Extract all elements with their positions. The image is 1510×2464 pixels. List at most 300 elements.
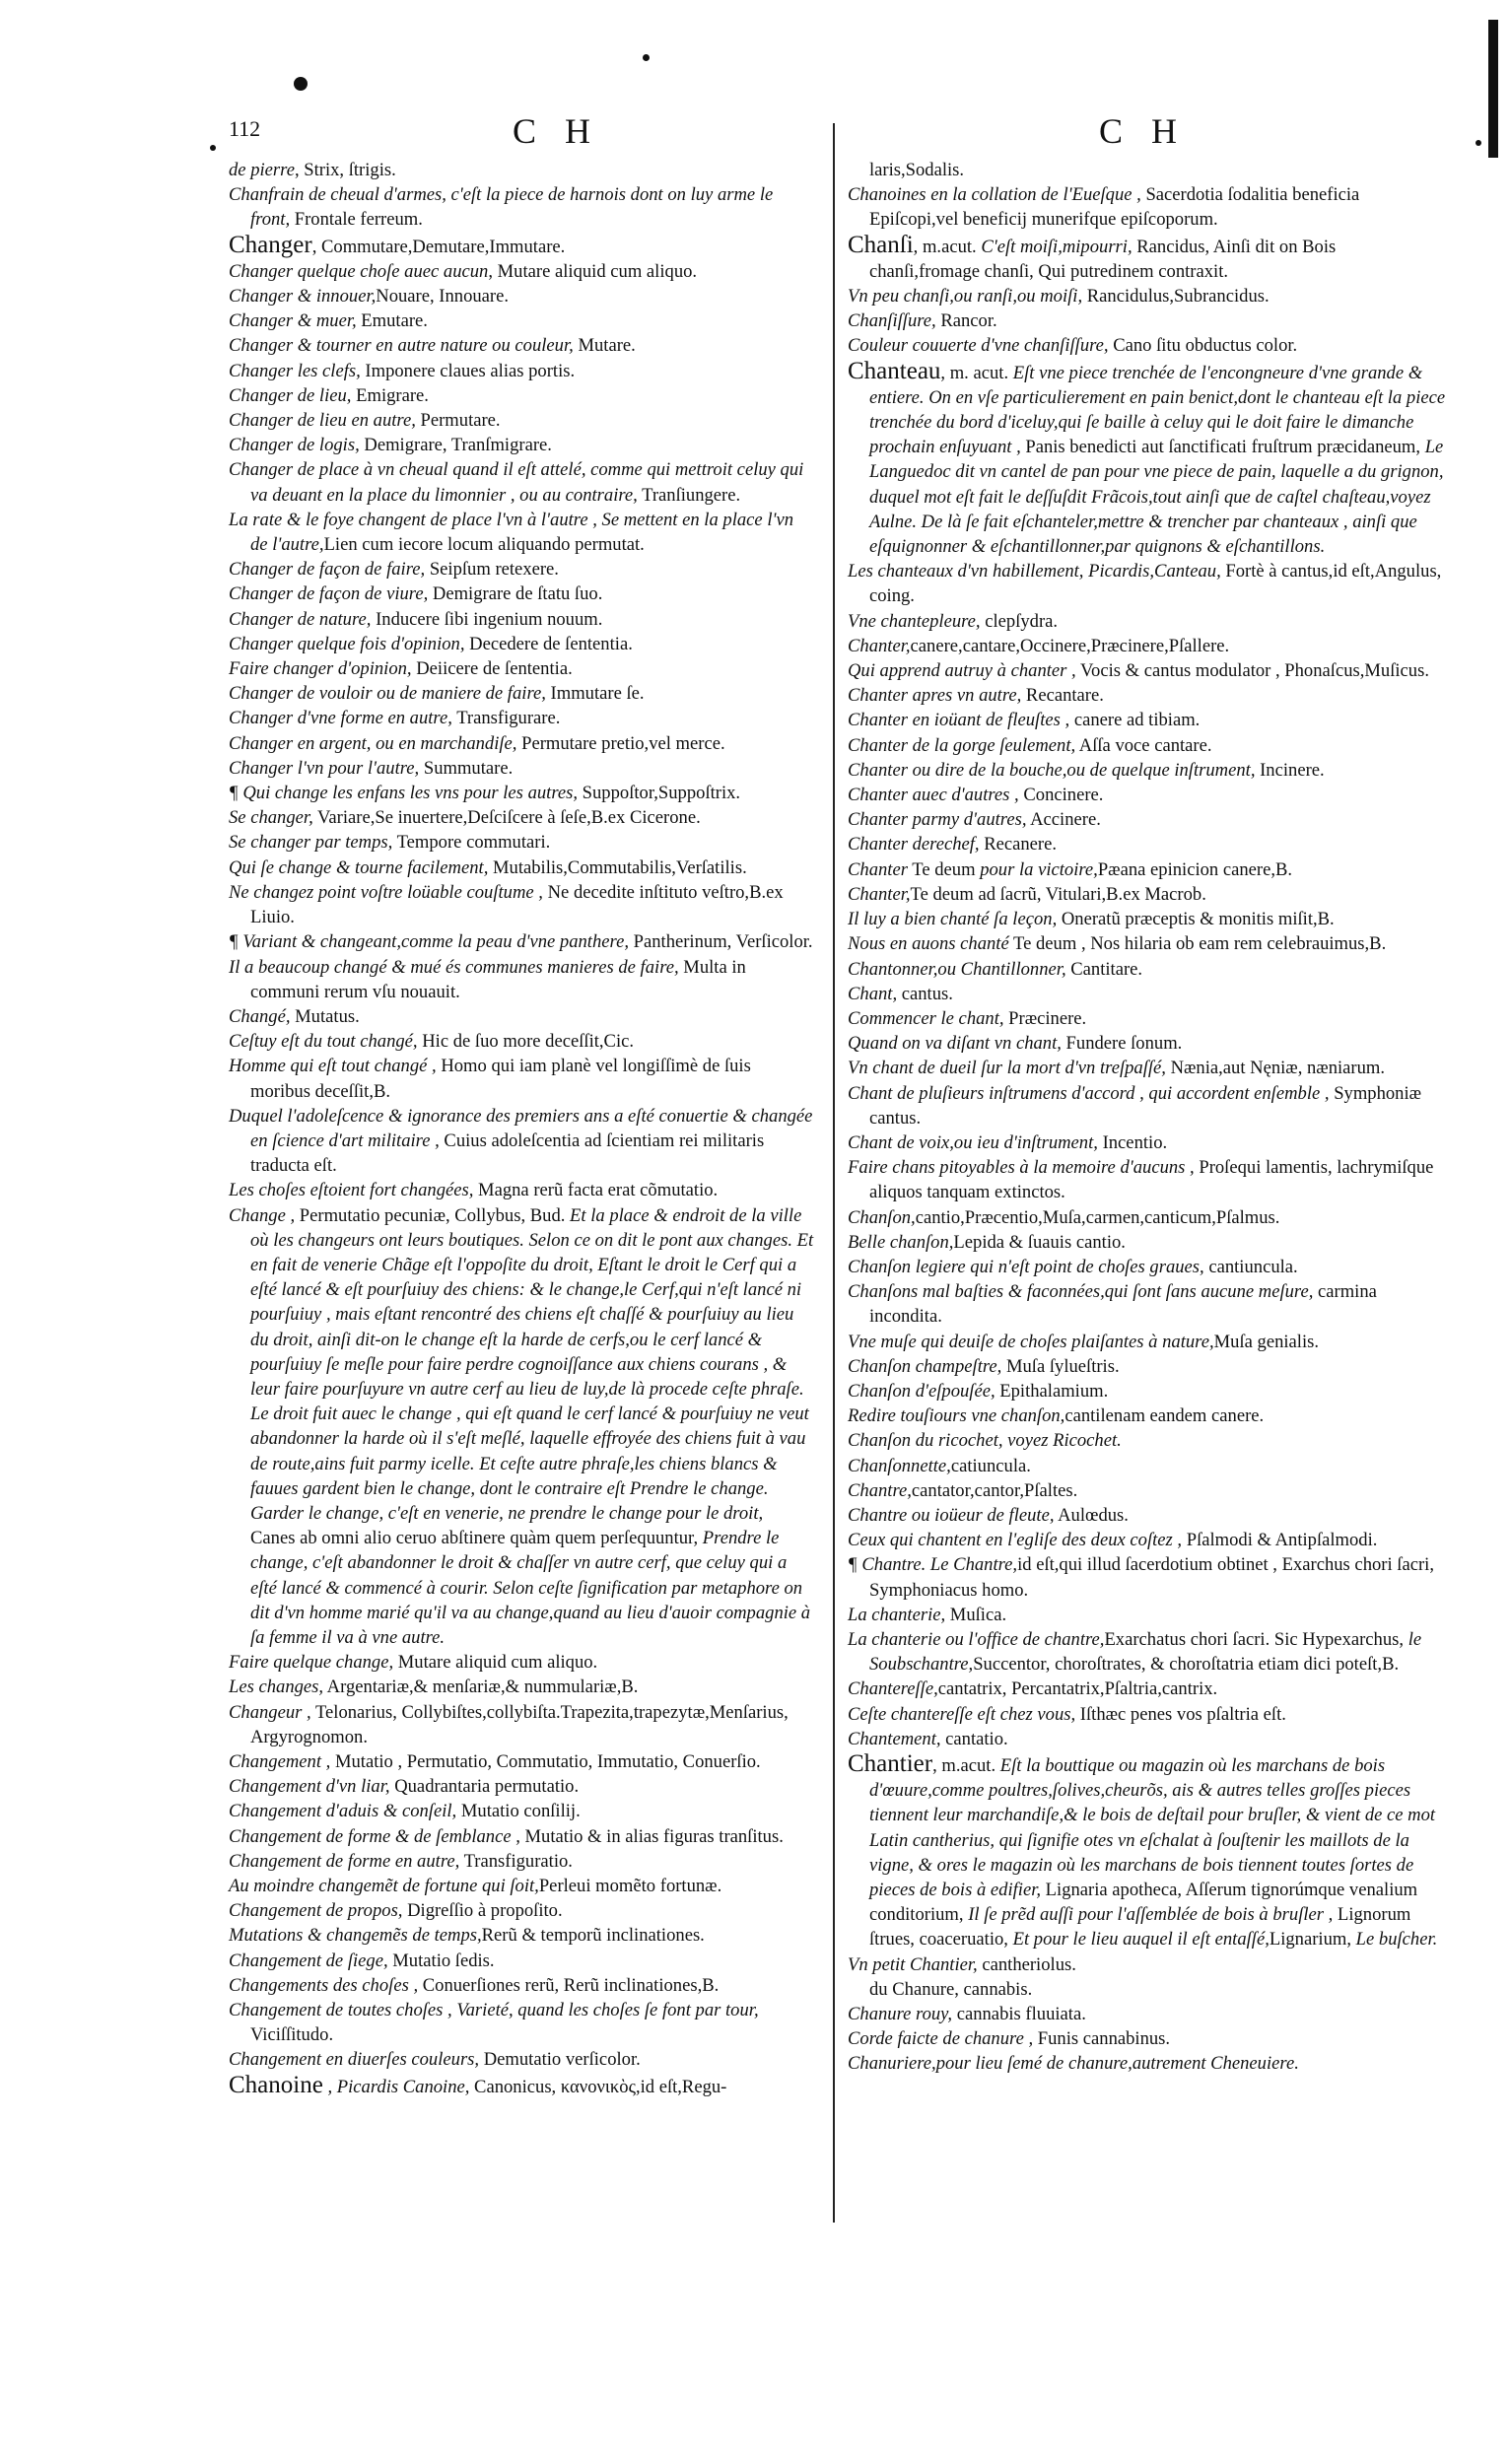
- dictionary-entry: [229, 1029, 815, 1054]
- entry-french-text: C'eſt moiſi,mipourri,: [981, 236, 1132, 257]
- ink-spot: [294, 77, 308, 91]
- entry-latin-text: Suppoſtor,Suppoſtrix.: [578, 783, 741, 804]
- entry-latin-text: Pſalmodi & Antipſalmodi.: [1182, 1530, 1378, 1551]
- entry-french-text: Changé,: [229, 1005, 291, 1027]
- entry-french-text: Chantre ou ioüeur de fleute,: [848, 1504, 1055, 1526]
- running-head-right: C H: [1099, 111, 1188, 151]
- entry-french-text: Changer d'vne forme en autre,: [229, 708, 452, 729]
- dictionary-entry: [848, 708, 1449, 732]
- entry-latin-text: Epithalamium.: [995, 1380, 1109, 1402]
- entry-latin-text: Recanere.: [979, 834, 1058, 856]
- entry-french-text: Change ,: [229, 1204, 296, 1226]
- dictionary-entry: [229, 607, 815, 632]
- dictionary-entry: [229, 1054, 815, 1103]
- dictionary-entry: [848, 1354, 1449, 1379]
- entry-french-text: Se changer par temps,: [229, 832, 393, 854]
- entry-latin-text: Mutatio conſilij.: [456, 1801, 581, 1822]
- entry-latin-text: Pantherinum, Verſicolor.: [628, 931, 813, 953]
- dictionary-entry: [229, 830, 815, 855]
- entry-latin-text: Aulœdus.: [1054, 1504, 1129, 1526]
- entry-french-text: Changement de forme & de ſemblance ,: [229, 1825, 520, 1847]
- dictionary-entry: [229, 632, 815, 656]
- entry-headword: Chanoine: [229, 2071, 323, 2098]
- dictionary-entry: [229, 508, 815, 557]
- entry-french-text: Changer de lieu,: [229, 384, 352, 406]
- entry-french-text: Changement de ſiege,: [229, 1950, 388, 1971]
- dictionary-entry: [848, 832, 1449, 856]
- dictionary-entry: [848, 1977, 1449, 2002]
- entry-french-text: Chant de pluſieurs inſtrumens d'accord , qui accordent enſemble ,: [848, 1082, 1330, 1104]
- entry-headword: Chantier: [848, 1750, 933, 1777]
- dictionary-entry: [848, 907, 1449, 931]
- entry-french-text: Chanſon champeſtre,: [848, 1355, 1002, 1377]
- right-column: [848, 158, 1449, 2077]
- dictionary-entry: [229, 1004, 815, 1029]
- entry-latin-text: Rancidulus,Subrancidus.: [1082, 286, 1270, 308]
- dictionary-entry: [848, 1403, 1449, 1428]
- dictionary-entry: [229, 1675, 815, 1699]
- entry-french-text: Changement de propos,: [229, 1900, 403, 1922]
- dictionary-entry: [229, 681, 815, 706]
- dictionary-entry: [229, 756, 815, 781]
- entry-latin-text: cantio,Præcentio,Muſa,carmen,canticum,Pſalmus.: [915, 1206, 1280, 1228]
- entry-latin-text: Multa in communi rerum vſu nouauit.: [250, 956, 746, 1002]
- entry-latin-text: Lignarium,: [1269, 1929, 1356, 1951]
- entry-french-text: La chanterie,: [848, 1604, 946, 1625]
- dictionary-entry: [848, 634, 1449, 658]
- entry-french-text: Changement de forme en autre,: [229, 1850, 460, 1872]
- dictionary-entry: [229, 1749, 815, 1774]
- ink-spot: [210, 145, 216, 151]
- entry-french-text: Et la place & endroit de la ville où les changeurs ont leurs boutiques. Selon ce on dit le pont aux changes. Et en fait de venerie Chãge eſt l'oppoſite du droit, Eſtant le droit le Cerf qui a eſté lancé & eſt pourſuiuy des chiens: & le change,le Cerf,qui n'eſt lancé ni pourſuiuy , mais eſtant rencontré des chiens eſt chaſſé & pourſuiuy au lieu du droit, ainſi dit-on le change eſt la harde de cerfs,ou le cerf lancé & pourſuiuy ſe meſle pour faire perdre cognoiſſance aux chiens courans , & leur faire pourſuyure vn autre cerf au lieu de luy,de là procede ceſte phraſe. Le droit fuit auec le change , qui eſt quand le cerf lancé & pourſuiuy ne veut abandonner la harde où il s'eſt meſlé, laquelle effroyée des chiens fuit à vau de route,ains fuit parmy icelle. Et ceſte autre phraſe,les chiens blancs & fauues gardent bien le change, dont le contraire eſt Prendre le change. Garder le change, c'eſt en venerie, ne prendre le change pour le droit,: [250, 1204, 814, 1524]
- entry-latin-text: cantatio.: [940, 1728, 1008, 1749]
- dictionary-entry: [848, 1454, 1449, 1478]
- entry-latin-text: Aſſa voce cantare.: [1075, 734, 1212, 756]
- entry-french-text: Prendre le change, c'eſt abandonner le droit & chaſſer vn autre cerf, que celuy qui a eſté lancé & commencé à courir. Selon ceſte ſignification par metaphore on dit d'vn homme marié qu'il va au change,quand au lieu d'auoir compagnie à ſa femme il va à vne autre.: [250, 1528, 811, 1648]
- entry-french-text: Chanſon du ricochet, voyez Ricochet.: [848, 1430, 1122, 1452]
- entry-french-text: Changer & tourner en autre nature ou couleur,: [229, 335, 574, 357]
- entry-french-text: Changer de vouloir ou de maniere de faire,: [229, 683, 546, 705]
- entry-french-text: Changer de place à vn cheual quand il eſt attelé, comme qui mettroit celuy qui va deuant en la place du limonnier , ou au contraire,: [229, 459, 804, 506]
- entry-latin-text: Lien cum iecore locum aliquando permutat.: [323, 534, 645, 556]
- dictionary-entry: [229, 557, 815, 582]
- entry-latin-text: Te deum ad ſacrũ, Vitulari,B.ex Macrob.: [910, 883, 1206, 905]
- dictionary-entry: [848, 1751, 1449, 1952]
- entry-french-text: Couleur couuerte d'vne chanſiſſure,: [848, 335, 1109, 357]
- entry-french-text: Vn peu chanſi,ou ranſi,ou moiſi,: [848, 286, 1083, 308]
- entry-latin-text: Vocis & cantus modulator , Phonaſcus,Muſicus.: [1075, 660, 1429, 682]
- entry-latin-text: Sacerdotia ſodalitia beneficia Epiſcopi,vel beneficij munerifque epiſcoporum.: [869, 184, 1360, 231]
- entry-french-text: ¶ Qui change les enfans les vns pour les autres,: [229, 783, 579, 804]
- entry-latin-text: Lignaria apotheca, Aſſerum tignorúmque venalium conditorium,: [869, 1880, 1418, 1926]
- dictionary-entry: [229, 233, 815, 259]
- entry-latin-text: Oneratũ præceptis & monitis miſit,B.: [1057, 909, 1335, 930]
- entry-french-text: Changements des choſes ,: [229, 1974, 419, 1996]
- entry-latin-text: , Mutare aliquid cum aliquo.: [488, 260, 698, 282]
- entry-headword: Changer: [229, 231, 312, 258]
- entry-latin-text: Rancidus, Ainſi dit on Bois chanſi,fromage chanſi,: [869, 236, 1337, 282]
- entry-latin-text: Emutare.: [356, 310, 428, 332]
- entry-french-text: Chantement,: [848, 1728, 941, 1749]
- dictionary-entry: [848, 857, 1449, 882]
- left-column: [229, 158, 815, 2099]
- entry-french-text: Changeur ,: [229, 1701, 311, 1723]
- dictionary-entry: [848, 1379, 1449, 1403]
- dictionary-entry: [848, 1677, 1449, 1701]
- dictionary-entry: [229, 1973, 815, 1998]
- dictionary-entry: [848, 1279, 1449, 1329]
- entry-latin-text: Telonarius, Collybiſtes,collybiſta.Trapezita,trapezytæ,Menſarius, Argyrognomon.: [250, 1701, 789, 1747]
- page-number: 112: [229, 116, 261, 141]
- entry-latin-text: Quadrantaria permutatio.: [389, 1776, 580, 1798]
- entry-french-text: Changement en diuerſes couleurs,: [229, 2049, 480, 2071]
- entry-french-text: Chanſons mal baſties & faconnées,qui ſont ſans aucune meſure,: [848, 1281, 1314, 1303]
- entry-french-text: Chanfrain de cheual d'armes, c'eſt la piece de harnois dont on luy arme le front,: [229, 184, 774, 231]
- entry-latin-text: Panis benedicti aut ſanctificati fruſtrum præcidaneum,: [1020, 437, 1425, 458]
- entry-french-text: Chanter: [848, 858, 908, 880]
- dictionary-entry: [229, 1923, 815, 1948]
- entry-latin-text: , Strix, ſtrigis.: [294, 160, 396, 180]
- entry-french-text: Changement d'vn liar,: [229, 1776, 390, 1798]
- dictionary-entry: [229, 1526, 815, 1650]
- entry-latin-text: cantus.: [897, 983, 953, 1004]
- dictionary-entry: [848, 233, 1449, 284]
- dictionary-entry: [848, 1727, 1449, 1751]
- dictionary-entry: [848, 1552, 1449, 1602]
- dictionary-entry: [229, 955, 815, 1004]
- entry-french-text: Chanſon legiere qui n'eſt point de choſes graues,: [848, 1256, 1204, 1277]
- entry-latin-text: Muſa ſylueſtris.: [1001, 1355, 1120, 1377]
- entry-latin-text: Concinere.: [1018, 785, 1104, 806]
- entry-latin-text: cantatrix, Percantatrix,Pſaltria,cantrix.: [937, 1678, 1218, 1700]
- entry-french-text: Ceux qui chantent en l'egliſe des deux coſtez ,: [848, 1530, 1183, 1551]
- entry-french-text: Chanter de la gorge ſeulement,: [848, 734, 1076, 756]
- dictionary-entry: [848, 2002, 1449, 2026]
- entry-latin-text: Deiicere de ſententia.: [411, 658, 573, 680]
- dictionary-entry: [848, 158, 1449, 182]
- entry-french-text: La chanterie ou l'office de chantre,: [848, 1628, 1105, 1650]
- entry-latin-text: Cantitare.: [1065, 958, 1143, 980]
- entry-latin-text: Funis cannabinus.: [1033, 2028, 1171, 2050]
- entry-latin-text: Cuius adoleſcentia ad ſcientiam rei militaris traducta eſt.: [250, 1129, 765, 1177]
- entry-french-text: Les choſes eſtoient fort changées,: [229, 1180, 474, 1201]
- dictionary-entry: [229, 408, 815, 433]
- entry-french-text: Mutations & changemẽs de temps,: [229, 1925, 482, 1947]
- entry-latin-text: Tranſiungere.: [637, 484, 741, 506]
- entry-latin-text: Mutare aliquid cum aliquo.: [393, 1652, 598, 1674]
- dictionary-entry: [229, 1178, 815, 1202]
- entry-french-text: Changer quelque choſe auec aucun: [229, 260, 489, 282]
- entry-french-text: Chantre,: [848, 1479, 912, 1501]
- dictionary-entry: [848, 1478, 1449, 1503]
- entry-latin-text: Cano ſitu obductus color.: [1108, 335, 1298, 357]
- entry-latin-text: Seipſum retexere.: [425, 559, 559, 581]
- dictionary-entry: [848, 882, 1449, 907]
- entry-french-text: Changer & innouer,: [229, 286, 377, 308]
- dictionary-entry: [848, 1330, 1449, 1354]
- entry-french-text: le Soubschantre,: [869, 1628, 1422, 1676]
- entry-french-text: Ceſte chantereſſe eſt chez vous,: [848, 1703, 1076, 1725]
- entry-latin-text: Mutabilis,Commutabilis,Verſatilis.: [488, 856, 747, 878]
- dictionary-entry: [229, 1700, 815, 1749]
- dictionary-entry: [848, 1528, 1449, 1552]
- dictionary-entry: [229, 1774, 815, 1799]
- entry-latin-text: Symphoniæ cantus.: [869, 1082, 1422, 1129]
- entry-french-text: Quand on va diſant vn chant,: [848, 1033, 1062, 1055]
- entry-latin-text: Variare,Se inuertere,Deſciſcere à ſeſe,B.ex Cicerone.: [312, 807, 701, 829]
- entry-french-text: Chanſonnette,: [848, 1455, 951, 1476]
- dictionary-entry: [848, 1702, 1449, 1727]
- dictionary-entry: [848, 1230, 1449, 1255]
- entry-latin-text: , m.acut.: [932, 1755, 1000, 1776]
- entry-latin-text: Permutare.: [415, 410, 501, 432]
- entry-french-text: Chanure rouy,: [848, 2004, 953, 2025]
- entry-latin-text: Iſthæc penes vos pſaltria eſt.: [1075, 1703, 1286, 1725]
- entry-french-text: Chanſon,: [848, 1206, 916, 1228]
- dictionary-entry: [848, 683, 1449, 708]
- entry-french-text: Chanuriere,pour lieu ſemé de chanure,autrement Cheneuiere.: [848, 2053, 1299, 2075]
- dictionary-entry: [229, 2047, 815, 2072]
- page-edge-bar: [1488, 20, 1498, 158]
- entry-french-text: ¶ Chantre. Le Chantre,: [848, 1554, 1018, 1576]
- dictionary-entry: [229, 805, 815, 830]
- entry-latin-text: Mutatus.: [290, 1005, 360, 1027]
- dictionary-entry: [848, 1428, 1449, 1453]
- dictionary-entry: [229, 656, 815, 681]
- entry-latin-text: Homo qui iam planè vel longiſſimè de ſuis moribus deceſſit,B.: [250, 1056, 751, 1102]
- dictionary-entry: [848, 182, 1449, 232]
- entry-french-text: Ne changez point voſtre loüable couſtume ,: [229, 881, 543, 903]
- entry-latin-text: Qui putredinem contraxit.: [1033, 260, 1229, 282]
- entry-latin-text: Nouare, Innouare.: [376, 286, 510, 308]
- dictionary-entry: [229, 433, 815, 457]
- entry-french-text: Changer de façon de viure,: [229, 583, 429, 605]
- dictionary-entry: [848, 1503, 1449, 1528]
- entry-latin-text: Pæana epinicion canere,B.: [1097, 858, 1293, 880]
- entry-french-text: Chanter parmy d'autres,: [848, 809, 1027, 831]
- dictionary-entry: [229, 1104, 815, 1179]
- dictionary-entry: [848, 1031, 1449, 1056]
- entry-latin-text: Transfiguratio.: [459, 1850, 573, 1872]
- entry-french-text: Chanter ou dire de la bouche,ou de quelque inſtrument,: [848, 759, 1256, 781]
- dictionary-entry: [229, 2073, 815, 2099]
- dictionary-entry: [229, 1898, 815, 1923]
- entry-french-text: Chanoines en la collation de l'Eueſque ,: [848, 184, 1141, 206]
- entry-french-text: Vn petit Chantier,: [848, 1953, 978, 1975]
- dictionary-entry: [848, 957, 1449, 982]
- dictionary-entry: [848, 333, 1449, 358]
- entry-french-text: Redire touſiours vne chanſon,: [848, 1405, 1065, 1427]
- dictionary-entry: [229, 1874, 815, 1898]
- entry-french-text: Le buſcher.: [1355, 1929, 1438, 1951]
- entry-french-text: Faire chans pitoyables à la memoire d'aucuns ,: [848, 1157, 1195, 1179]
- entry-french-text: Il luy a bien chanté ſa leçon,: [848, 909, 1058, 930]
- entry-french-text: Corde faicte de chanure ,: [848, 2028, 1034, 2050]
- entry-french-text: Changer & muer,: [229, 310, 357, 332]
- entry-latin-text: cannabis fluuiata.: [952, 2004, 1086, 2025]
- dictionary-entry: [848, 982, 1449, 1006]
- entry-latin-text: Muſica.: [945, 1604, 1007, 1625]
- entry-latin-text: Emigrare.: [351, 384, 429, 406]
- entry-french-text: Et pour le lieu auquel il eſt entaſſé,: [1012, 1929, 1270, 1951]
- entry-latin-text: Lepida & ſuauis cantio.: [953, 1231, 1126, 1253]
- dictionary-entry: [229, 1650, 815, 1675]
- entry-latin-text: Mutatio & in alias figuras tranſitus.: [519, 1825, 784, 1847]
- entry-french-text: Vn chant de dueil ſur la mort d'vn treſpaſſé,: [848, 1058, 1166, 1079]
- entry-latin-text: Digreſſio à propoſito.: [402, 1900, 563, 1922]
- entry-french-text: Il ſe prẽd auſſi pour l'aſſemblée de bois à bruſler ,: [968, 1904, 1334, 1926]
- entry-french-text: Chant,: [848, 983, 898, 1004]
- dictionary-entry: [848, 308, 1449, 333]
- entry-french-text: Changer quelque fois d'opinion,: [229, 633, 465, 654]
- entry-latin-text: Demutatio verſicolor.: [479, 2049, 641, 2071]
- entry-latin-text: Ne decedite inſtituto veſtro,B.ex Liuio.: [250, 881, 784, 928]
- entry-french-text: Vne muſe qui deuiſe de choſes plaiſantes à nature,: [848, 1331, 1214, 1352]
- entry-latin-text: Canes ab omni alio ceruo abſtinere quàm quem perſequuntur,: [250, 1528, 703, 1549]
- entry-latin-text: Demigrare, Tranſmigrare.: [359, 435, 552, 456]
- entry-latin-text: , m.acut.: [913, 236, 982, 257]
- dictionary-entry: [848, 758, 1449, 783]
- entry-french-text: Homme qui eſt tout changé ,: [229, 1056, 437, 1077]
- dictionary-entry: [229, 158, 815, 182]
- entry-latin-text: Fundere ſonum.: [1061, 1033, 1183, 1055]
- entry-latin-text: carmina incondita.: [869, 1281, 1377, 1328]
- entry-french-text: Changement ,: [229, 1751, 331, 1772]
- entry-french-text: Changer les clefs,: [229, 360, 361, 381]
- entry-latin-text: clepſydra.: [980, 610, 1059, 632]
- entry-latin-text: Argentariæ,& menſariæ,& nummulariæ,B.: [323, 1677, 639, 1698]
- dictionary-entry: [848, 1627, 1449, 1677]
- dictionary-entry: [229, 582, 815, 606]
- entry-latin-text: Fortè à cantus,id eſt,Angulus, coing.: [869, 561, 1442, 607]
- entry-latin-text: Demigrare de ſtatu ſuo.: [428, 583, 603, 605]
- dictionary-entry: [848, 1952, 1449, 1977]
- entry-french-text: Ceſtuy eſt du tout changé,: [229, 1031, 418, 1053]
- dictionary-entry: [848, 1130, 1449, 1155]
- ink-spot: [643, 54, 650, 61]
- dictionary-entry: [848, 2026, 1449, 2051]
- entry-latin-text: Exarchatus chori ſacri. Sic Hypexarchus,: [1104, 1628, 1408, 1650]
- dictionary-entry: [229, 1949, 815, 1973]
- dictionary-entry: [229, 1998, 815, 2047]
- entry-french-text: Qui ſe change & tourne facilement,: [229, 856, 489, 878]
- dictionary-entry: [229, 1799, 815, 1823]
- entry-latin-text: Viciſſitudo.: [250, 2024, 334, 2046]
- entry-french-text: Les changes,: [229, 1677, 324, 1698]
- entry-latin-text: catiuncula.: [950, 1455, 1031, 1476]
- entry-latin-text: Succentor, choroſtrates, & choroſtatria etiam dici poteſt,B.: [973, 1654, 1400, 1676]
- entry-latin-text: Imponere claues alias portis.: [360, 360, 576, 381]
- entry-french-text: Chanſiſſure,: [848, 310, 936, 332]
- entry-french-text: Changement d'aduis & conſeil,: [229, 1801, 457, 1822]
- entry-latin-text: Immutare ſe.: [545, 683, 645, 705]
- entry-latin-text: , m. acut.: [940, 362, 1013, 383]
- entry-french-text: Changer de nature,: [229, 608, 372, 630]
- dictionary-entry: [229, 457, 815, 507]
- dictionary-entry: [848, 783, 1449, 807]
- entry-french-text: Chanſon d'eſpouſée,: [848, 1380, 995, 1402]
- entry-french-text: pour la victoire,: [980, 858, 1098, 880]
- dictionary-entry: [229, 284, 815, 308]
- entry-french-text: Changer de logis,: [229, 435, 360, 456]
- entry-french-text: Belle chanſon,: [848, 1231, 954, 1253]
- dictionary-entry: [229, 1203, 815, 1527]
- entry-latin-text: Nænia,aut Nęniæ, næniarum.: [1165, 1058, 1386, 1079]
- entry-latin-text: cantilenam eandem canere.: [1064, 1405, 1265, 1427]
- dictionary-entry: [848, 1056, 1449, 1080]
- dictionary-entry: [848, 609, 1449, 634]
- dictionary-entry: [848, 658, 1449, 683]
- entry-french-text: Il a beaucoup changé & mué és communes manieres de faire,: [229, 956, 679, 978]
- entry-latin-text: Tempore commutari.: [392, 832, 551, 854]
- entry-latin-text: Recantare.: [1021, 685, 1104, 707]
- entry-french-text: Se changer,: [229, 807, 313, 829]
- entry-latin-text: Incentio.: [1097, 1131, 1168, 1153]
- entry-latin-text: Decedere de ſententia.: [464, 633, 633, 654]
- dictionary-entry: [229, 182, 815, 232]
- dictionary-entry: [848, 2051, 1449, 2076]
- dictionary-entry: [848, 1006, 1449, 1031]
- entry-french-text: Chanter auec d'autres ,: [848, 785, 1019, 806]
- entry-latin-text: cantator,cantor,Pſaltes.: [911, 1479, 1078, 1501]
- entry-french-text: Faire quelque change,: [229, 1652, 394, 1674]
- entry-latin-text: du Chanure, cannabis.: [869, 1978, 1033, 2000]
- entry-latin-text: Te deum , Nos hilaria ob eam rem celebrauimus,B.: [1008, 933, 1387, 955]
- entry-french-text: Eſt vne piece trenchée de l'encongneure d'vne grande & entiere. On en vſe particulierement en pain benict,dont le chanteau eſt la piece trenchée du bord d'iceluy,qui ſe baille à celuy qui le doit faire le dimanche prochain enſuyuant ,: [869, 362, 1446, 458]
- entry-french-text: de pierre: [229, 160, 295, 180]
- entry-latin-text: Mutatio ſedis.: [387, 1950, 495, 1971]
- dictionary-entry: [848, 284, 1449, 308]
- dictionary-entry: [848, 1155, 1449, 1204]
- entry-latin-text: Te deum: [907, 858, 981, 880]
- dictionary-entry: [229, 929, 815, 954]
- dictionary-entry: [229, 308, 815, 333]
- dictionary-entry: [229, 856, 815, 880]
- entry-latin-text: Muſa genialis.: [1213, 1331, 1320, 1352]
- entry-headword: Chanteau: [848, 357, 941, 384]
- entry-latin-text: Summutare.: [419, 757, 514, 779]
- entry-french-text: Chanter,: [848, 883, 911, 905]
- entry-french-text: Nous en auons chanté: [848, 933, 1009, 955]
- dictionary-entry: [229, 359, 815, 383]
- entry-latin-text: canere,cantare,Occinere,Præcinere,Pſallere.: [910, 635, 1230, 656]
- entry-latin-text: Hic de ſuo more deceſſit,Cic.: [417, 1031, 635, 1053]
- entry-latin-text: Perleui momẽto fortunæ.: [538, 1876, 722, 1897]
- entry-latin-text: Mutare.: [573, 335, 636, 357]
- running-head-left: C H: [513, 111, 601, 151]
- dictionary-entry: [229, 383, 815, 408]
- entry-latin-text: Mutatio , Permutatio, Commutatio, Immutatio, Conuerſio.: [330, 1751, 761, 1772]
- dictionary-entry: [848, 1205, 1449, 1230]
- entry-french-text: Eſt la bouttique ou magazin où les marchans de bois d'œuure,comme poultres,ſolives,cheurõs, ais & autres telles groſſes pieces tiennent leur marchandiſe,& le bois de deſtail pour bruſler, & vient de ce mot Latin cantherius, qui ſignifie otes vn eſchalat à ſouſtenir les maillots de la vigne, & ores le magazin où les marchans de bois tiennent toutes ſortes de pieces de bois à edifier,: [869, 1755, 1436, 1901]
- entry-latin-text: Transfigurare.: [451, 708, 561, 729]
- entry-latin-text: Permutatio pecuniæ, Collybus, Bud.: [295, 1204, 571, 1226]
- entry-french-text: Changer de façon de faire,: [229, 559, 426, 581]
- entry-latin-text: Canonicus, κανονικὸς,id eſt,Regu-: [469, 2076, 727, 2097]
- entry-latin-text: Rerũ & temporũ inclinationes.: [481, 1925, 705, 1947]
- entry-latin-text: Lignorum ſtrues, coaceruatio,: [869, 1904, 1411, 1951]
- entry-french-text: Chanter derechef,: [848, 834, 980, 856]
- entry-french-text: Changement de toutes choſes , Varieté, quand les choſes ſe font par tour,: [229, 2000, 759, 2021]
- entry-latin-text: cantiuncula.: [1203, 1256, 1298, 1277]
- entry-french-text: ¶ Variant & changeant,comme la peau d'vne panthere,: [229, 931, 629, 953]
- entry-latin-text: Inducere ſibi ingenium nouum.: [371, 608, 603, 630]
- entry-french-text: Le Languedoc dit vn cantel de pan pour vne piece de pain, laquelle a du grignon, duquel mot eſt fait le deſſuſdit Frãcois,tout ainſi que de caſtel chaſteau,voyez Aulne. De là ſe fait eſchanteler,mettre & trencher par chanteaux , ainſi que eſquignonner & eſchantillonner,par quignons & eſchantillons.: [869, 437, 1444, 558]
- dictionary-entry: [229, 259, 815, 284]
- entry-latin-text: Incinere.: [1255, 759, 1325, 781]
- dictionary-entry: [848, 1255, 1449, 1279]
- dictionary-entry: [848, 359, 1449, 560]
